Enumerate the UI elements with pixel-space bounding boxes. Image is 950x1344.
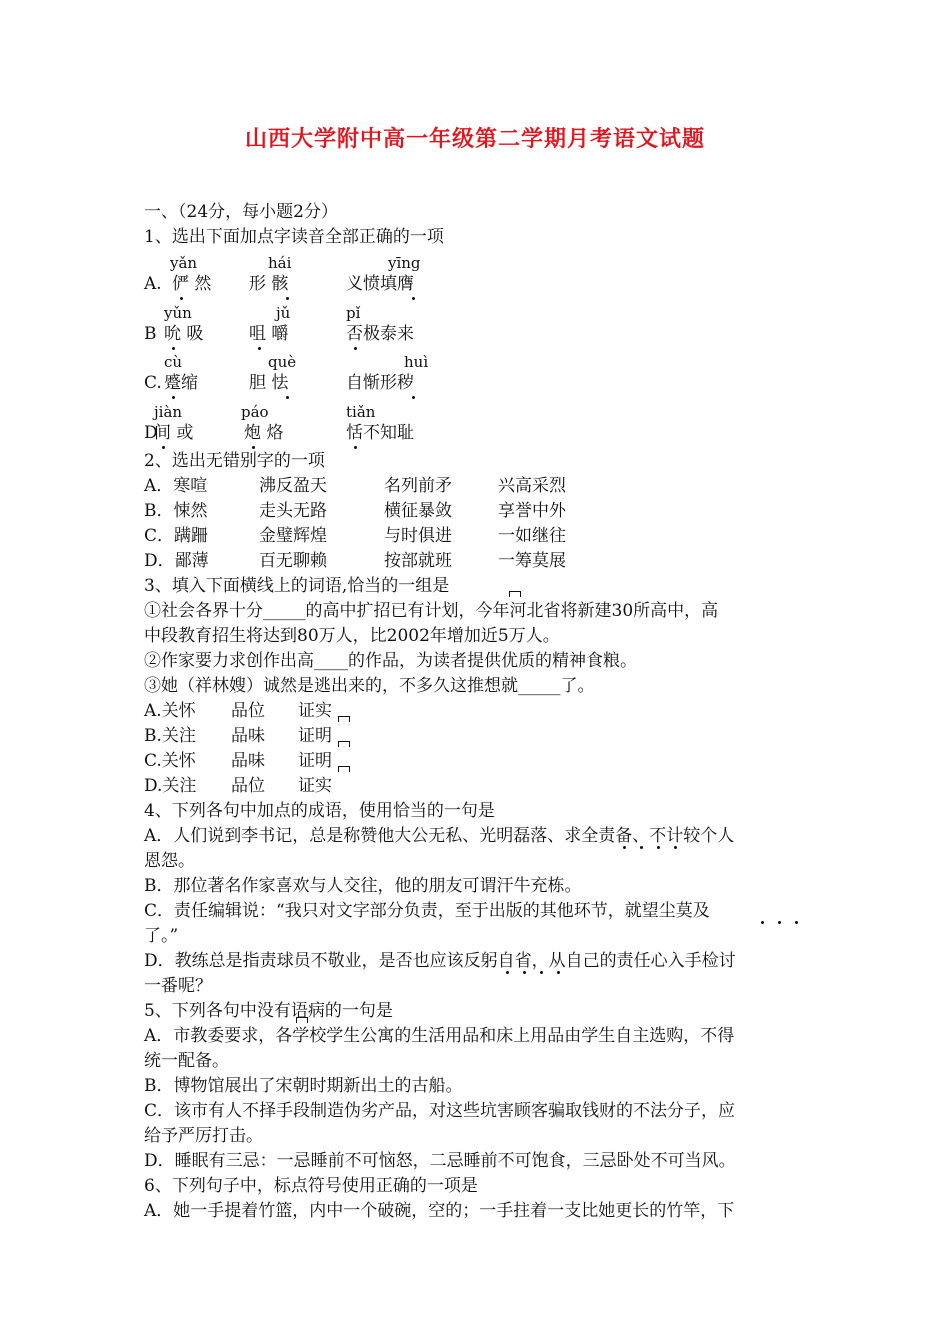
pinyin: hái <box>268 254 292 272</box>
option-word: 形 骸 <box>249 274 289 294</box>
emphasis-dot <box>180 297 183 300</box>
question-4-option: 了。” <box>144 926 179 946</box>
question-3-sentence: ③她（祥林嫂）诚然是逃出来的，不多久这推想就_____了。 <box>144 676 595 696</box>
option-cell: 走头无路 <box>259 501 327 521</box>
emphasis-dot <box>412 396 415 399</box>
emphasis-dot <box>354 347 357 350</box>
option-word: 炮 烙 <box>244 423 284 443</box>
question-4-option: A．人们说到李书记，总是称赞他大公无私、光明磊落、求全责备、不计较个人 <box>144 826 735 846</box>
emphasis-dot <box>286 297 289 300</box>
option-label: D <box>144 423 158 443</box>
emphasis-dot <box>354 446 357 449</box>
question-4-option: 恩怨。 <box>144 851 195 871</box>
question-5-option: C．该市有人不择手段制造伪劣产品，对这些坑害顾客骗取钱财的不法分子，应 <box>144 1101 736 1121</box>
pinyin: yǎn <box>170 254 198 272</box>
option-cell: B.关注 <box>144 726 196 746</box>
option-word: 胆 怯 <box>249 373 289 393</box>
emphasis-dot <box>540 971 543 974</box>
question-5-option: 统一配备。 <box>144 1051 229 1071</box>
pinyin: jiàn <box>154 403 183 421</box>
option-word: 咀 嚼 <box>249 324 289 344</box>
bracket-mark <box>509 591 521 597</box>
emphasis-dot <box>640 846 643 849</box>
emphasis-dot <box>795 921 798 924</box>
question-1-stem: 1、选出下面加点字读音全部正确的一项 <box>144 227 444 247</box>
option-cell: 证明 <box>298 726 332 746</box>
option-word: 间 或 <box>154 423 194 443</box>
question-2-stem: 2、选出无错别字的一项 <box>144 451 325 471</box>
pinyin: yīng <box>388 254 421 272</box>
option-cell: D.关注 <box>144 776 197 796</box>
emphasis-dot <box>412 297 415 300</box>
emphasis-dot <box>172 347 175 350</box>
option-cell: 横征暴敛 <box>384 501 452 521</box>
question-4-stem: 4、下列各句中加点的成语，使用恰当的一句是 <box>144 801 495 821</box>
pinyin: tiǎn <box>346 403 376 421</box>
question-5-option: B．博物馆展出了宋朝时期新出土的古船。 <box>144 1076 463 1096</box>
option-cell: 品味 <box>231 751 265 771</box>
pinyin: yǔn <box>164 304 192 322</box>
pinyin: cù <box>164 353 183 371</box>
question-4-option: D．教练总是指责球员不敬业，是否也应该反躬自省，从自己的责任心入手检讨 <box>144 951 736 971</box>
emphasis-dot <box>252 446 255 449</box>
question-6-option: A．她一手提着竹篮，内中一个破碗，空的；一手拄着一支比她更长的竹竿，下 <box>144 1201 735 1221</box>
option-cell: 品位 <box>231 776 265 796</box>
option-cell: C．蹒跚 <box>144 526 209 546</box>
pinyin: jǔ <box>276 304 291 322</box>
question-5-option: D．睡眠有三忌：一忌睡前不可恼怒，二忌睡前不可饱食，三忌卧处不可当风。 <box>144 1151 736 1171</box>
question-4-option: C．责任编辑说：“我只对文字部分负责，至于出版的其他环节，就望尘莫及 <box>144 901 710 921</box>
page-title: 山西大学附中高一年级第二学期月考语文试题 <box>244 126 705 152</box>
option-cell: 证实 <box>298 701 332 721</box>
question-5-stem: 5、下列各句中没有语病的一句是 <box>144 1001 393 1021</box>
option-word: 否极泰来 <box>346 324 414 344</box>
option-cell: 证实 <box>298 776 332 796</box>
bracket-mark <box>338 716 350 722</box>
option-cell: 品味 <box>231 726 265 746</box>
option-cell: A.关怀 <box>144 701 196 721</box>
option-word: 义愤填膺 <box>346 274 414 294</box>
bracket-mark <box>338 766 350 772</box>
question-5-option: 给予严厉打击。 <box>144 1126 263 1146</box>
emphasis-dot <box>162 446 165 449</box>
option-cell: 百无聊赖 <box>259 551 327 571</box>
pinyin: què <box>268 353 297 371</box>
option-label: A. <box>144 274 162 294</box>
option-cell: 金璧辉煌 <box>259 526 327 546</box>
option-word: 恬不知耻 <box>346 423 414 443</box>
emphasis-dot <box>557 971 560 974</box>
section-heading: 一、（24分，每小题2分） <box>144 202 338 222</box>
question-4-option: 一番呢？ <box>144 976 212 996</box>
question-4-option: B．那位著名作家喜欢与人交往，他的朋友可谓汗牛充栋。 <box>144 876 582 896</box>
option-cell: 一如继往 <box>498 526 566 546</box>
emphasis-dot <box>778 921 781 924</box>
emphasis-dot <box>258 347 261 350</box>
option-label: C. <box>144 373 162 393</box>
option-label: B <box>144 324 157 344</box>
option-word: 俨 然 <box>172 274 212 294</box>
emphasis-dot <box>506 971 509 974</box>
emphasis-dot <box>657 846 660 849</box>
option-cell: D．鄙薄 <box>144 551 209 571</box>
option-cell: 按部就班 <box>384 551 452 571</box>
option-cell: 一筹莫展 <box>498 551 566 571</box>
question-3-sentence: 中段教育招生将达到80万人，比2002年增加近5万人。 <box>144 626 560 646</box>
option-cell: 兴高采烈 <box>498 476 566 496</box>
question-3-stem: 3、填入下面横线上的词语,恰当的一组是 <box>144 576 450 596</box>
option-word: 蹙缩 <box>164 373 198 393</box>
question-3-sentence: ②作家要力求创作出高____的作品，为读者提供优质的精神食粮。 <box>144 651 637 671</box>
question-6-stem: 6、下列句子中，标点符号使用正确的一项是 <box>144 1176 478 1196</box>
emphasis-dot <box>286 396 289 399</box>
pinyin: páo <box>241 403 269 421</box>
emphasis-dot <box>761 921 764 924</box>
option-word: 自惭形秽 <box>346 373 414 393</box>
emphasis-dot <box>623 846 626 849</box>
option-word: 吮 吸 <box>164 324 204 344</box>
option-cell: 名列前矛 <box>384 476 452 496</box>
pinyin: huì <box>404 353 429 371</box>
option-cell: 享誉中外 <box>498 501 566 521</box>
option-cell: A．寒喧 <box>144 476 208 496</box>
bracket-mark <box>338 741 350 747</box>
option-cell: C.关怀 <box>144 751 196 771</box>
option-cell: B．悚然 <box>144 501 208 521</box>
emphasis-dot <box>172 396 175 399</box>
question-3-sentence: ①社会各界十分_____的高中扩招已有计划，今年河北省将新建30所高中，高 <box>144 601 719 621</box>
option-cell: 沸反盈天 <box>259 476 327 496</box>
bracket-mark <box>296 1017 308 1023</box>
question-5-option: A．市教委要求，各学校学生公寓的生活用品和床上用品由学生自主选购，不得 <box>144 1026 735 1046</box>
option-cell: 与时俱进 <box>384 526 452 546</box>
option-cell: 品位 <box>231 701 265 721</box>
emphasis-dot <box>674 846 677 849</box>
option-cell: 证明 <box>298 751 332 771</box>
emphasis-dot <box>523 971 526 974</box>
pinyin: pǐ <box>346 304 361 322</box>
